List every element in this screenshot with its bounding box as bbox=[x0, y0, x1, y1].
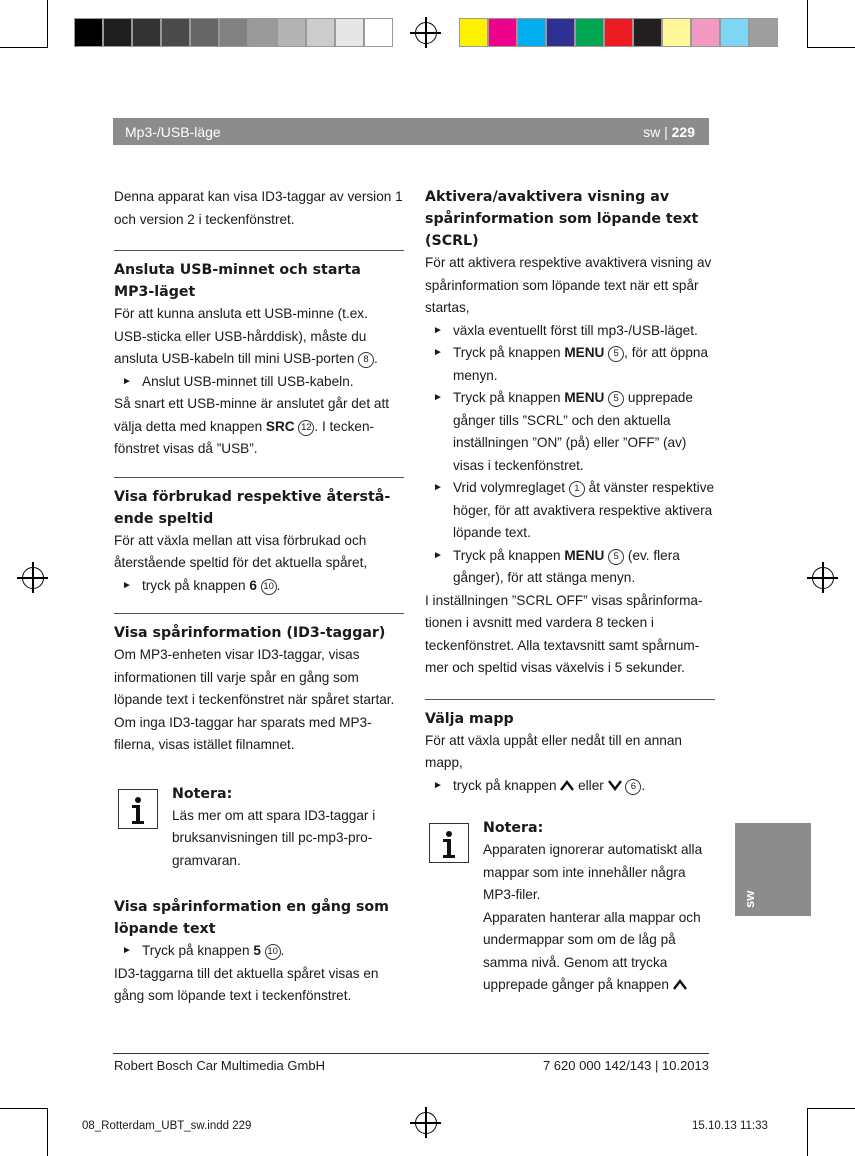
color-swatch bbox=[575, 18, 604, 47]
section-divider bbox=[114, 613, 404, 614]
bullet-item bbox=[114, 371, 404, 394]
color-swatch bbox=[517, 18, 546, 47]
text: eller bbox=[574, 777, 608, 793]
note-box bbox=[114, 783, 404, 873]
key-label: MENU bbox=[564, 345, 605, 360]
bullet-item bbox=[425, 775, 715, 798]
arrow-bullet-icon: ► bbox=[433, 482, 443, 493]
section-heading: Ansluta USB-minnet och starta MP3-läget bbox=[114, 262, 361, 300]
text: Vrid volymreglaget bbox=[453, 480, 569, 495]
note-title: Notera: bbox=[483, 820, 544, 836]
page-header bbox=[113, 118, 709, 145]
note-text: Läs mer om att spara ID3-taggar i bruksanvisningen till pc-mp3-pro-gramvaran. bbox=[172, 807, 376, 868]
color-swatch bbox=[132, 18, 161, 47]
crop-mark bbox=[47, 0, 48, 48]
info-icon bbox=[429, 823, 469, 863]
paragraph: ID3-taggarna till det aktuella spåret visas en gång som löpande text i teckenfönstret. bbox=[114, 965, 379, 1003]
crop-mark bbox=[807, 47, 855, 48]
text: Tryck på knappen bbox=[453, 345, 565, 360]
page-number-label bbox=[643, 124, 695, 140]
callout-number: 10 bbox=[265, 944, 281, 960]
text: , för att öppna menyn. bbox=[453, 345, 709, 383]
crop-mark bbox=[47, 1108, 48, 1156]
bullet-item bbox=[425, 342, 715, 387]
key-label: 6 bbox=[249, 577, 257, 593]
color-swatch bbox=[720, 18, 749, 47]
registration-mark-icon bbox=[22, 567, 44, 589]
footer-doc-number: 7 620 000 142/143 | 10.2013 bbox=[542, 1058, 709, 1073]
color-swatch bbox=[604, 18, 633, 47]
text: Apparaten hanterar alla mappar och undermappar som om de låg på samma nivå. Genom att trycka upprepade gånger på knappen bbox=[483, 909, 701, 992]
section-divider bbox=[425, 699, 715, 700]
arrow-bullet-icon: ► bbox=[122, 579, 132, 591]
text: Så snart ett USB-minne är anslutet går det att välja detta med knappen bbox=[114, 396, 390, 434]
color-swatch bbox=[459, 18, 488, 47]
key-label: SRC bbox=[265, 418, 295, 434]
slug-date: 15.10.13 11:33 bbox=[692, 1120, 768, 1132]
registration-mark-icon bbox=[812, 567, 834, 589]
color-swatch bbox=[190, 18, 219, 47]
registration-mark-icon bbox=[415, 1112, 437, 1134]
text: Tryck på knappen bbox=[453, 547, 565, 563]
callout-number: 10 bbox=[261, 579, 277, 595]
color-swatch bbox=[662, 18, 691, 47]
color-swatch bbox=[103, 18, 132, 47]
text: Tryck på knappen bbox=[142, 943, 254, 958]
section-heading: Välja mapp bbox=[425, 710, 514, 727]
footer-divider bbox=[113, 1053, 709, 1054]
text: tryck på knappen bbox=[142, 577, 250, 593]
left-column bbox=[114, 186, 404, 1008]
text: åt vänster respektive höger, för att avaktivera respektive aktivera löpande text. bbox=[453, 480, 715, 540]
text: . bbox=[276, 577, 281, 593]
section-heading: Visa spårinformation en gång som löpande text bbox=[114, 899, 389, 937]
slug-filename: 08_Rotterdam_UBT_sw.indd 229 bbox=[82, 1120, 252, 1132]
crop-mark bbox=[0, 47, 48, 48]
text: växla eventuellt först till mp3-/USB-läget. bbox=[453, 322, 698, 338]
callout-number: 5 bbox=[608, 391, 624, 407]
text: Tryck på knappen bbox=[453, 390, 565, 405]
crop-mark bbox=[807, 1108, 808, 1156]
page-number: 229 bbox=[671, 124, 695, 140]
color-swatch bbox=[488, 18, 517, 47]
callout-number: 5 bbox=[608, 549, 624, 565]
arrow-bullet-icon: ► bbox=[433, 392, 443, 403]
paragraph: För att växla uppåt eller nedåt till en annan mapp, bbox=[425, 732, 682, 770]
arrow-bullet-icon: ► bbox=[433, 779, 443, 791]
key-label: MENU bbox=[564, 547, 605, 563]
color-swatch bbox=[335, 18, 364, 47]
color-swatch bbox=[74, 18, 103, 47]
language-code: sw bbox=[643, 124, 661, 140]
key-label: 5 bbox=[253, 943, 261, 958]
bullet-item bbox=[114, 940, 404, 963]
section-divider bbox=[114, 477, 404, 478]
callout-number: 5 bbox=[608, 346, 624, 362]
arrow-bullet-icon: ► bbox=[433, 324, 443, 336]
text: (ev. flera gånger), för att stänga menyn. bbox=[453, 547, 680, 585]
text: . bbox=[641, 777, 646, 793]
color-swatch bbox=[277, 18, 306, 47]
arrow-bullet-icon: ► bbox=[433, 549, 443, 561]
text: tryck på knappen bbox=[453, 777, 561, 793]
crop-mark bbox=[0, 1108, 48, 1109]
text: upprepade gånger tills ”SCRL” och den aktuella inställningen ”ON” (på) eller ”OFF” (av) visas i teckenfönstret. bbox=[453, 390, 693, 473]
section-divider bbox=[114, 250, 404, 251]
note-text bbox=[483, 907, 715, 997]
callout-number: 8 bbox=[358, 352, 374, 368]
paragraph bbox=[114, 393, 404, 461]
section-heading: Visa förbrukad respektive återstå-ende speltid bbox=[114, 488, 391, 527]
bullet-item bbox=[425, 387, 715, 477]
paragraph: För att växla mellan att visa förbrukad och återstående speltid för det aktuella spåret, bbox=[114, 532, 368, 570]
arrow-bullet-icon: ► bbox=[122, 375, 132, 387]
color-swatch bbox=[219, 18, 248, 47]
callout-number: 6 bbox=[625, 779, 641, 795]
bullet-item bbox=[425, 320, 715, 343]
paragraph: Om MP3-enheten visar ID3-taggar, visas informationen till varje spår en gång som löpande text i teckenfönstret när spåret startar. Om inga ID3-taggar har sparats med MP3-filerna, visas istället filnamnet. bbox=[114, 647, 395, 752]
callout-number: 1 bbox=[569, 481, 585, 497]
crop-mark bbox=[807, 1108, 855, 1109]
text: För att kunna ansluta ett USB-minne (t.ex. USB-sticka eller USB-hårddisk), måste du ansluta USB-kabeln till mini USB-porten bbox=[114, 306, 368, 366]
section-heading: Visa spårinformation (ID3-taggar) bbox=[114, 625, 386, 641]
color-swatch bbox=[633, 18, 662, 47]
separator: | bbox=[660, 124, 672, 140]
bullet-item bbox=[425, 477, 715, 545]
paragraph: För att aktivera respektive avaktivera visning av spårinformation som löpande text när ett spår startas, bbox=[425, 255, 712, 315]
crop-mark bbox=[807, 0, 808, 48]
note-title: Notera: bbox=[172, 785, 233, 802]
chevron-up-icon bbox=[673, 979, 687, 990]
paragraph: I inställningen ”SCRL OFF” visas spårinforma-tionen i avsnitt med vardera 8 tecken i teckenfönstret. Alla textavsnitt samt spårnum-mer och speltid visas växelvis i 5 sekunder. bbox=[425, 592, 703, 675]
text: Anslut USB-minnet till USB-kabeln. bbox=[142, 373, 354, 389]
color-swatch bbox=[364, 18, 393, 47]
right-column bbox=[425, 186, 715, 997]
arrow-bullet-icon: ► bbox=[433, 347, 443, 358]
text: . bbox=[280, 943, 285, 958]
key-label: MENU bbox=[564, 390, 605, 405]
info-icon bbox=[118, 789, 158, 829]
intro-paragraph: Denna apparat kan visa ID3-taggar av version 1 och version 2 i teckenfönstret. bbox=[114, 189, 403, 227]
footer-company: Robert Bosch Car Multimedia GmbH bbox=[114, 1058, 325, 1073]
arrow-bullet-icon: ► bbox=[122, 945, 132, 956]
paragraph bbox=[114, 303, 404, 371]
registration-mark-icon bbox=[415, 22, 437, 44]
note-box bbox=[425, 817, 715, 997]
chevron-down-icon bbox=[608, 780, 622, 791]
note-text: Apparaten ignorerar automatiskt alla mappar som inte innehåller några MP3-filer. bbox=[483, 842, 703, 902]
section-title: Mp3-/USB-läge bbox=[125, 124, 221, 140]
color-swatch bbox=[749, 18, 778, 47]
section-heading: Aktivera/avaktivera visning av spårinformation som löpande text (SCRL) bbox=[425, 189, 699, 249]
language-side-tab bbox=[735, 823, 811, 916]
bullet-item bbox=[425, 545, 715, 590]
text: . I tecken-fönstret visas då ”USB”. bbox=[114, 418, 375, 456]
chevron-up-icon bbox=[560, 780, 574, 791]
side-tab-label: sw bbox=[742, 890, 757, 908]
color-swatch bbox=[161, 18, 190, 47]
bullet-item bbox=[114, 575, 404, 598]
text: . bbox=[374, 351, 378, 366]
color-swatch bbox=[691, 18, 720, 47]
color-swatch bbox=[248, 18, 277, 47]
callout-number: 12 bbox=[298, 420, 314, 436]
color-swatch bbox=[306, 18, 335, 47]
color-swatch bbox=[546, 18, 575, 47]
